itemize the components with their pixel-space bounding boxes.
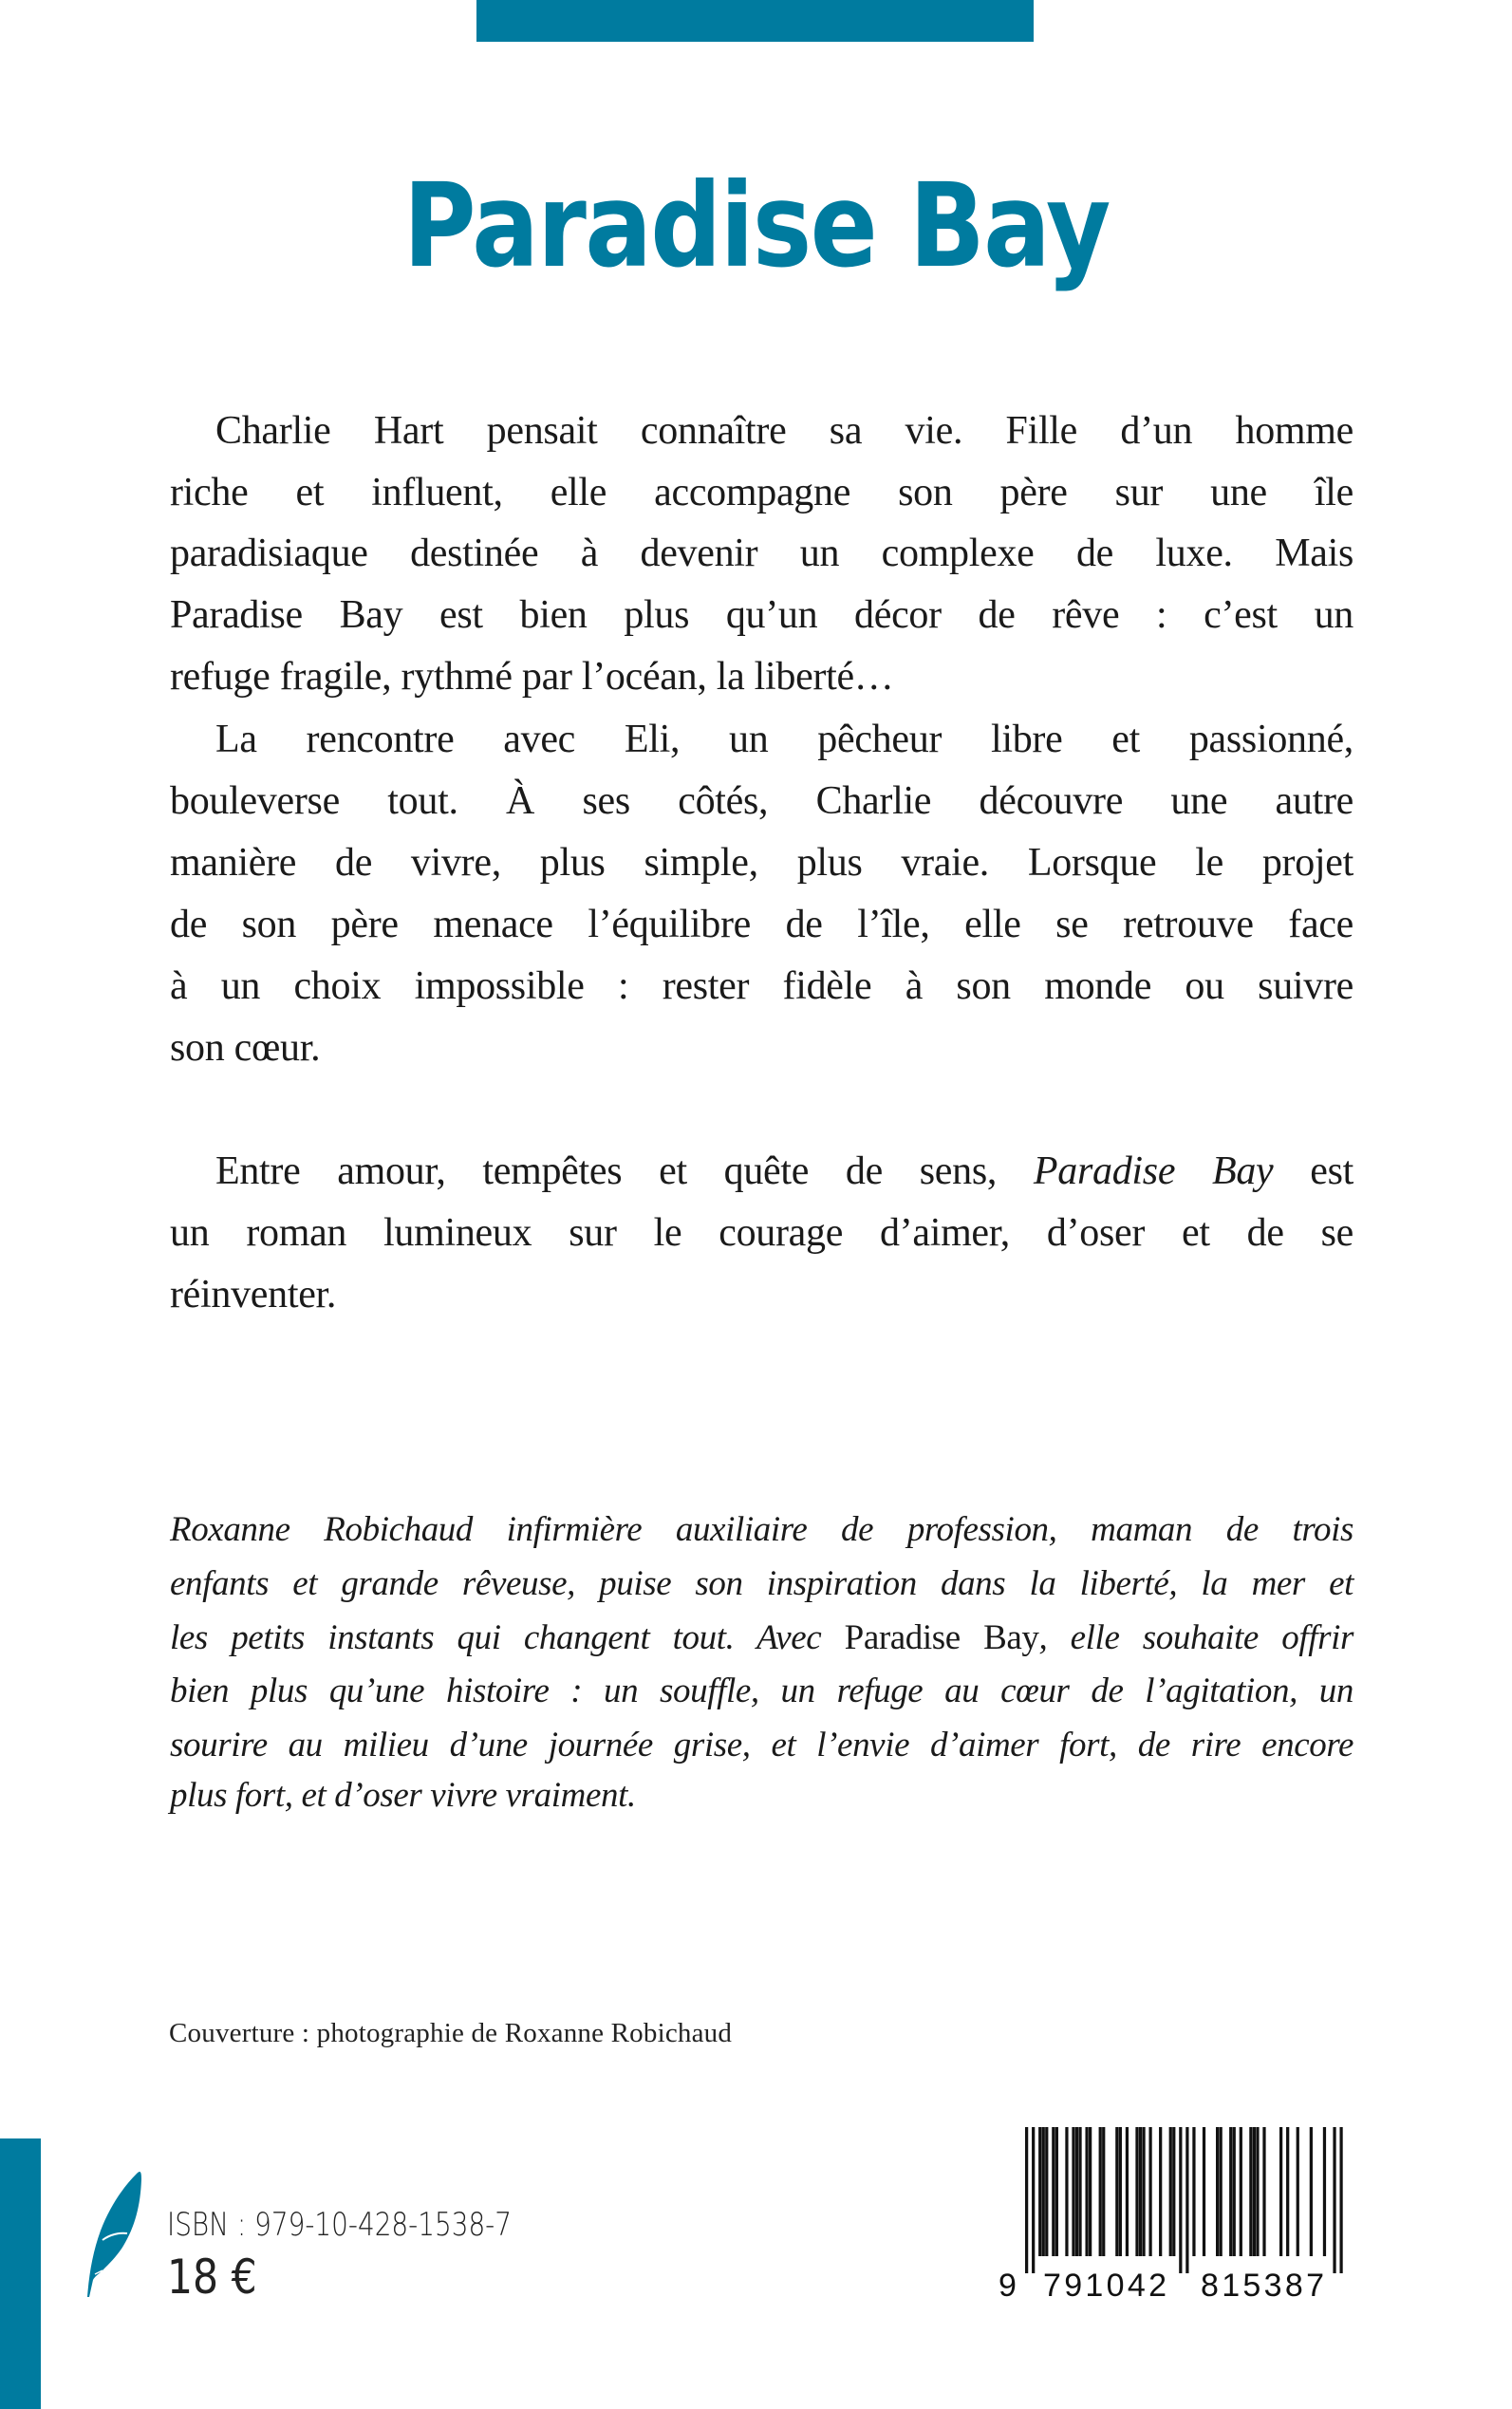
price: 18 € [167,2250,257,2305]
barcode-bars [1025,2127,1343,2273]
barcode [987,2117,1367,2306]
book-title-inline: Paradise Bay [844,1618,1039,1657]
cover-photo-credit: Couverture : photographie de Roxanne Robichaud [169,2018,733,2048]
isbn: ISBN : 979-10-428-1538-7 [167,2206,512,2244]
barcode-right-digits: 815387 [1201,2268,1324,2304]
left-accent-band [0,2138,41,2409]
barcode-left-digits: 791042 [1043,2268,1167,2304]
book-title: Paradise Bay [402,159,1110,293]
book-title-inline: Paradise Bay [1033,1149,1274,1193]
barcode-first-digit: 9 [999,2268,1017,2304]
top-accent-band [476,0,1034,42]
feather-icon [82,2168,144,2301]
